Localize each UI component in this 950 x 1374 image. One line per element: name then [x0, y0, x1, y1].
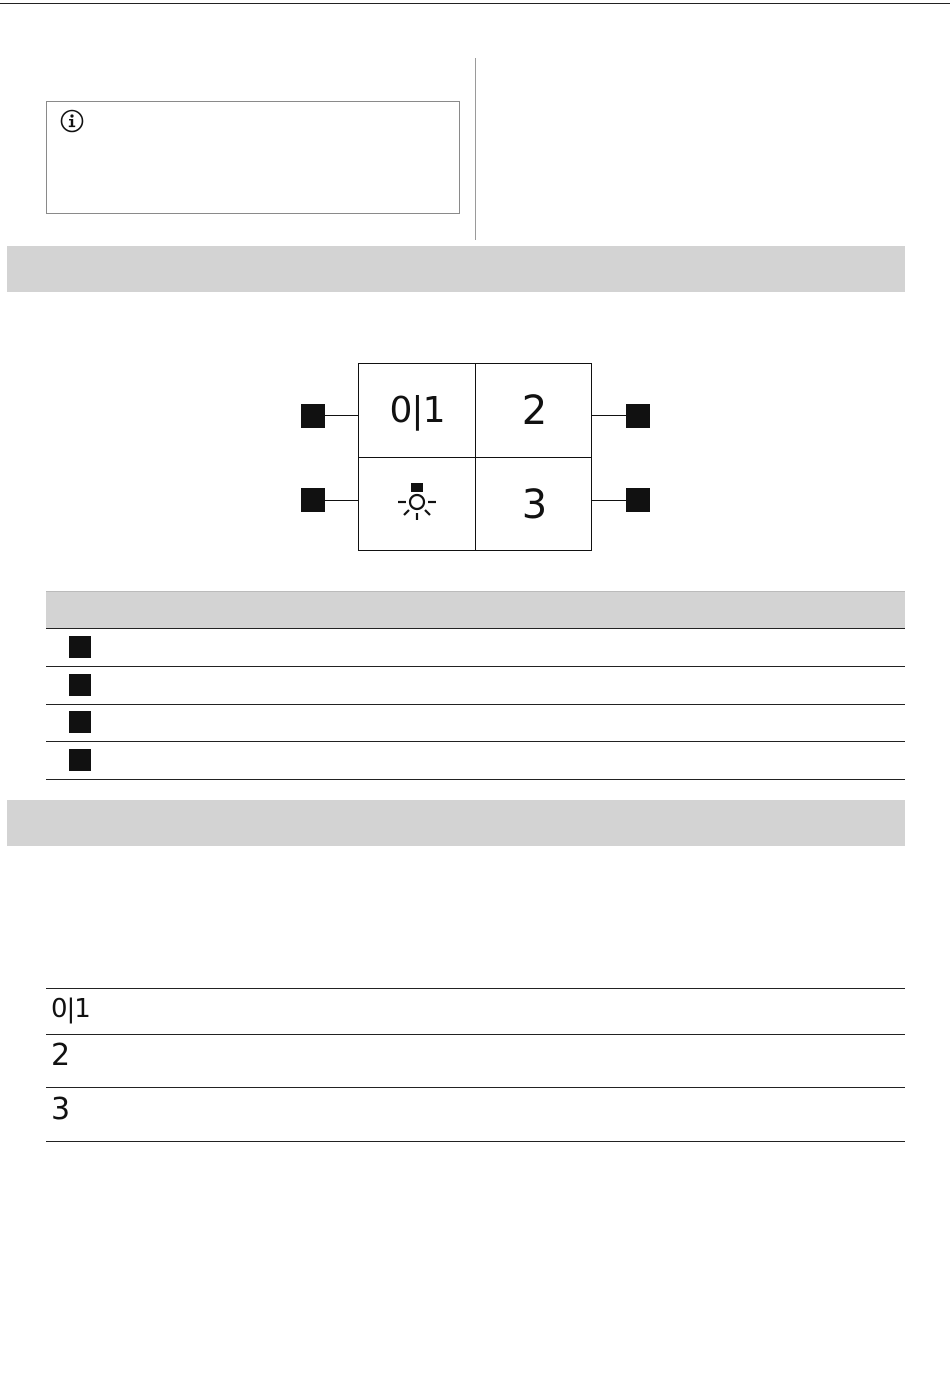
column-divider [475, 58, 476, 240]
modes-row-rule [46, 1034, 905, 1035]
legend-row-marker [69, 674, 91, 696]
light-bulb-icon [394, 482, 440, 528]
callout-leader-light [325, 500, 358, 501]
callout-leader-power [325, 415, 358, 416]
legend-row-rule [46, 779, 905, 780]
control-panel-diagram [358, 363, 592, 551]
speed-3-button-label: 3 [521, 481, 547, 528]
light-button[interactable] [359, 458, 475, 551]
mode-label-power: 0|1 [51, 994, 90, 1024]
callout-marker-speed-3 [626, 488, 650, 512]
speed-3-button[interactable] [476, 458, 592, 551]
power-button[interactable] [359, 364, 475, 457]
info-circle-icon [60, 109, 84, 133]
section-heading-band [7, 800, 905, 846]
legend-row-rule [46, 628, 905, 629]
callout-leader-speed-2 [592, 415, 626, 416]
speed-2-button-label: 2 [521, 387, 547, 434]
callout-marker-light [301, 488, 325, 512]
legend-row-marker [69, 636, 91, 658]
callout-leader-speed-3 [592, 500, 626, 501]
top-rule [0, 3, 950, 4]
legend-row-rule [46, 666, 905, 667]
legend-row-marker [69, 711, 91, 733]
mode-label-speed-2: 2 [51, 1038, 70, 1073]
callout-marker-power [301, 404, 325, 428]
modes-row-rule [46, 1087, 905, 1088]
info-note-box [46, 101, 460, 214]
legend-row-rule [46, 741, 905, 742]
mode-label-speed-3: 3 [51, 1092, 70, 1127]
modes-row-rule [46, 1141, 905, 1142]
speed-2-button[interactable] [476, 364, 592, 457]
callout-marker-speed-2 [626, 404, 650, 428]
legend-row-marker [69, 749, 91, 771]
legend-table-header [46, 591, 905, 629]
modes-row-rule [46, 988, 905, 989]
section-heading-band [7, 246, 905, 292]
legend-row-rule [46, 704, 905, 705]
power-button-label: 0|1 [389, 390, 445, 431]
